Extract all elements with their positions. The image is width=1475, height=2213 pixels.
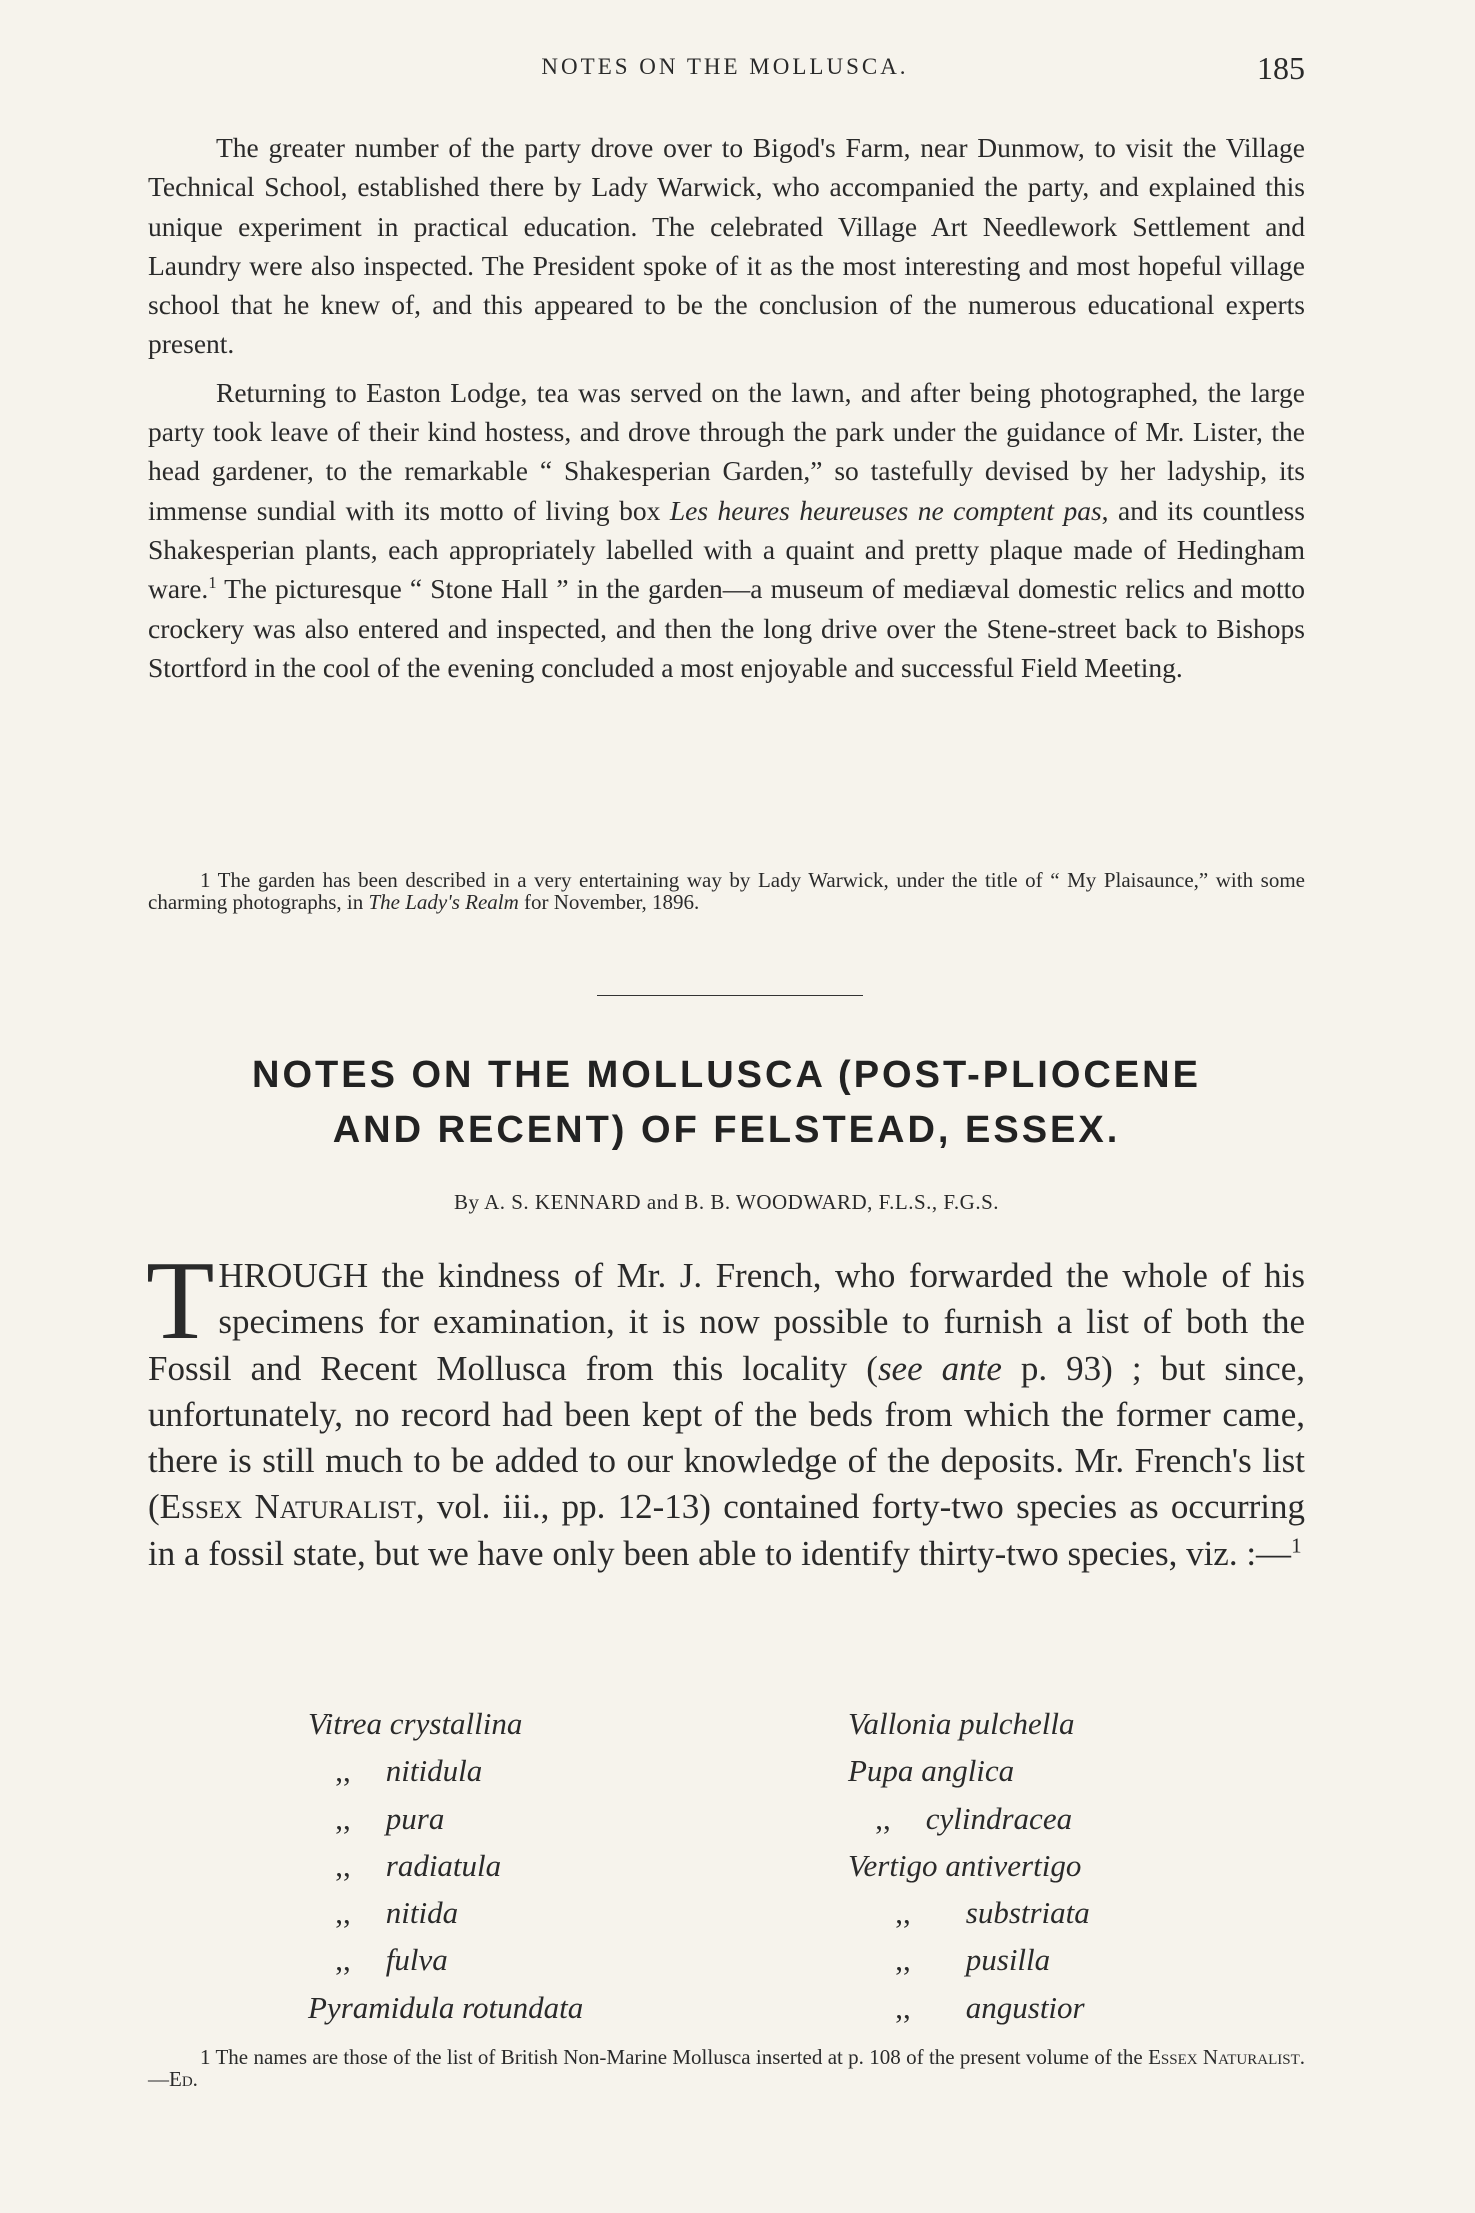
species-item [848, 1889, 1090, 1936]
footnote-garden-text-b: for November, 1896. [518, 889, 700, 914]
intro-text-a: HROUGH the kindness of Mr. J. French, who forwarded the whole of his specimens for examination, it is now possible to furnish a list of both the Fossil and Recent Mollusca from this locality ( [148, 1256, 1305, 1388]
ditto-mark: ,, [335, 1847, 351, 1883]
footnote-names-text-a: 1 The names are those of the list of British Non-Marine Mollusca inserted at p. 108 of the present volume of the [200, 2045, 1149, 2069]
species-genus: Vitrea [308, 1706, 383, 1741]
footnote-marker: 1 [208, 573, 217, 593]
footnote-names [148, 2047, 1305, 2090]
footnote-journal-title: The Lady's Realm [368, 889, 519, 914]
species-name: pusilla [965, 1942, 1051, 1978]
species-item [848, 1795, 1090, 1842]
footnote-bottom [148, 2047, 1305, 2090]
species-item [308, 1889, 583, 1936]
article-byline: By A. S. KENNARD and B. B. WOODWARD, F.L.S., F.G.S. [453, 1190, 1000, 1214]
page-number: 185 [1257, 50, 1305, 86]
species-name: rotundata [462, 1989, 584, 2025]
ditto-mark: ,, [335, 1942, 351, 1978]
species-genus: Pyramidula [308, 1989, 455, 2025]
species-item [308, 1700, 583, 1747]
species-name: substriata [965, 1895, 1090, 1931]
section-divider [597, 995, 863, 996]
ditto-mark: ,, [895, 1895, 911, 1931]
article-intro [146, 1239, 1305, 1577]
species-genus: Vallonia [848, 1706, 952, 1741]
species-item [308, 1795, 583, 1842]
intro-text-b: p. 93) ; but since, unfortunately, no record had been kept of the beds from which the former came, there is still much to be added to our knowledge of the deposits. Mr. French's list ( [148, 1348, 1305, 1527]
species-name: antivertigo [945, 1847, 1082, 1883]
species-name: crystallina [389, 1706, 523, 1741]
species-genus: Pupa [848, 1753, 914, 1789]
species-name: nitida [385, 1895, 459, 1931]
species-name: pura [385, 1800, 445, 1836]
paragraph-easton-lodge [148, 373, 1305, 687]
species-item [848, 1747, 1090, 1794]
intro-journal: Essex Naturalist [159, 1487, 416, 1527]
drop-cap: T [146, 1239, 215, 1363]
ditto-mark: ,, [875, 1800, 891, 1836]
sundial-motto: Les heures heureuses ne comptent pas [669, 494, 1102, 526]
intro-paragraph [146, 1239, 1305, 1577]
species-item [308, 1984, 583, 2031]
species-name: cylindracea [925, 1800, 1073, 1836]
intro-see-ante: see ante [877, 1348, 1002, 1388]
species-name: anglica [921, 1753, 1015, 1789]
species-column-right [848, 1700, 1090, 2031]
ditto-mark: ,, [895, 1989, 911, 2025]
species-item [308, 1842, 583, 1889]
article-title-line-2: AND RECENT) OF FELSTEAD, ESSEX. [332, 1109, 1121, 1151]
species-item [848, 1984, 1090, 2031]
species-item [848, 1700, 1090, 1747]
ditto-mark: ,, [335, 1895, 351, 1931]
article-title [148, 1048, 1305, 1158]
species-name: angustior [965, 1989, 1085, 2025]
paragraph-easton-lodge-text-a: Returning to Easton Lodge, tea was served on the lawn, and after being photographed, the large party took leave of their kind hostess, and drove through the park under the guidance of Mr. Lister, the head gardener, to the remarkable “ Shakesperian Garden,” so tastefully devised by her ladyship, its immense sundial with its motto of living box [148, 376, 1305, 526]
footnote-garden-text-a: 1 The garden has been described in a very entertaining way by Lady Warwick, under the title of “ My Plaisaunce,” with some charming photographs, in [148, 868, 1305, 914]
paragraph-bigods-farm: The greater number of the party drove over to Bigod's Farm, near Dunmow, to visit the Village Technical School, established there by Lady Warwick, who accompanied the party, and explained this unique experiment in practical education. The celebrated Village Art Needlework Settlement and Laundry were also inspected. The President spoke of it as the most interesting and most hopeful village school that he knew of, and this appeared to be the conclusion of the numerous educational experts present. [148, 132, 1305, 360]
species-name: pulchella [959, 1706, 1075, 1741]
ditto-mark: ,, [335, 1753, 351, 1789]
footnote-garden [148, 870, 1305, 913]
species-name: radiatula [385, 1847, 502, 1883]
species-item [308, 1747, 583, 1794]
footnote-top [148, 870, 1305, 913]
paragraph-easton-lodge-text-c: The picturesque “ Stone Hall ” in the garden—a museum of mediæval domestic relics and motto crockery was also entered and inspected, and then the long drive over the Stene-street back to Bishops Stortford in the cool of the evening concluded a most enjoyable and successful Field Meeting. [148, 573, 1305, 683]
species-item [848, 1842, 1090, 1889]
species-name: fulva [385, 1942, 448, 1978]
species-name: nitidula [385, 1753, 483, 1789]
running-title: NOTES ON THE MOLLUSCA. [541, 54, 909, 79]
footnote-names-journal: Essex Naturalist [1148, 2045, 1300, 2069]
species-genus: Vertigo [848, 1847, 938, 1883]
ditto-mark: ,, [895, 1942, 911, 1978]
paragraph-easton-lodge-text-b: , and its countless Shakesperian plants, each appropriately labelled with a quaint and pretty plaque made of Hedingham ware. [148, 494, 1305, 605]
top-paragraphs [148, 128, 1305, 687]
species-item [848, 1936, 1090, 1983]
intro-footnote-marker: 1 [1291, 1533, 1302, 1558]
species-item [308, 1936, 583, 1983]
species-list [148, 1700, 1305, 2040]
intro-text-c: , vol. iii., pp. 12-13) contained forty-two species as occurring in a fossil state, but we have only been able to identify thirty-two species, viz. :— [148, 1487, 1305, 1573]
article-title-line-1: NOTES ON THE MOLLUSCA (POST-PLIOCENE [252, 1054, 1201, 1096]
footnote-editor-mark: Ed. [169, 2066, 198, 2091]
species-column-left [308, 1700, 583, 2031]
footnote-names-text-b: .— [148, 2045, 1306, 2091]
ditto-mark: ,, [335, 1800, 351, 1836]
running-head [145, 50, 1305, 90]
